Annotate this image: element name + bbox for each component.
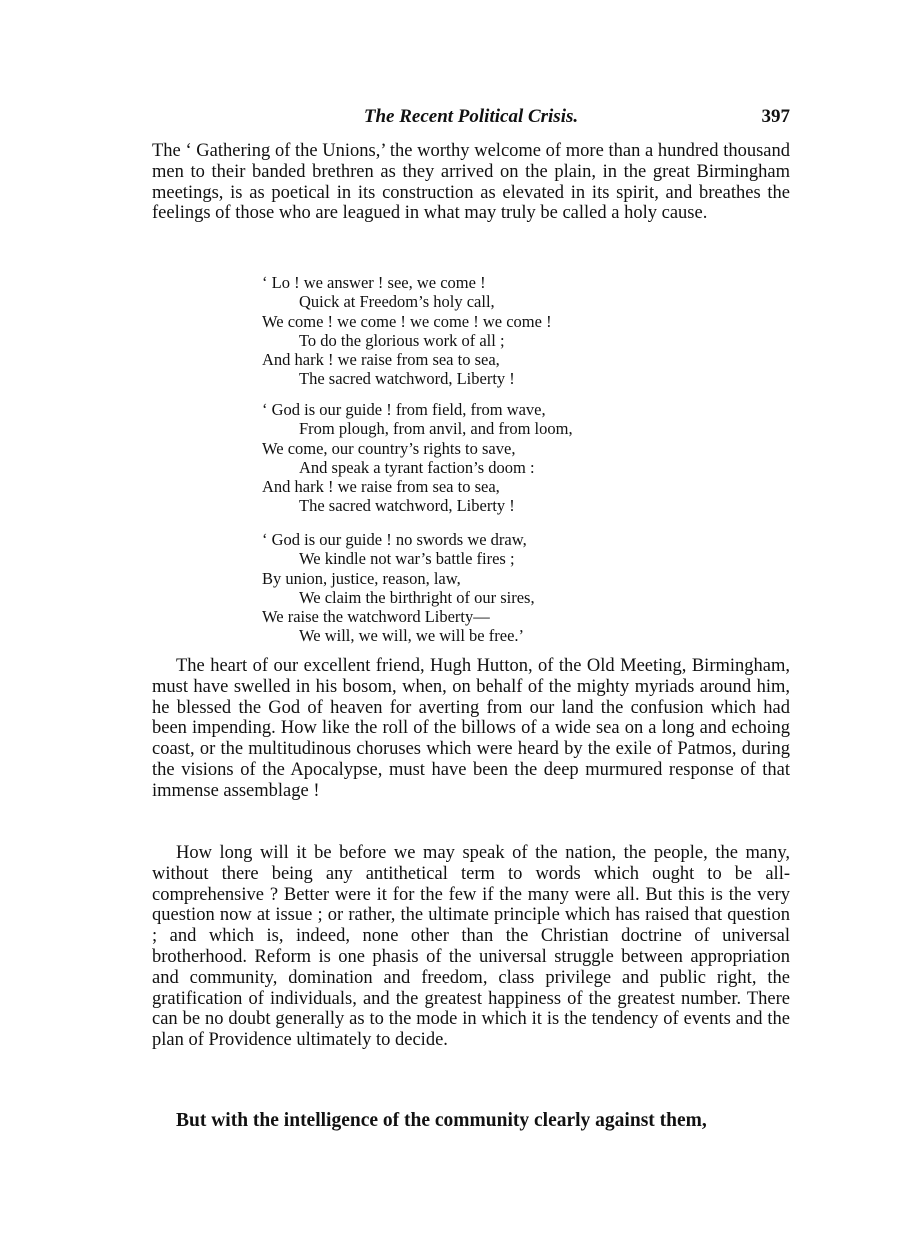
poem-line: We raise the watchword Liberty— [262,607,490,627]
poem-line: To do the glorious work of all ; [299,330,505,350]
body-paragraph-continuation: But with the intelligence of the community clearly against them, [176,1110,707,1131]
body-paragraph-intro: The ‘ Gathering of the Unions,’ the worthy welcome of more than a hundred thousand men to their banded brethren as they arrived on the plain, in the great Birmingham meetings, is as poetical in its construction as elevated in its spirit, and breathes the feelings of those who are leagued in what may truly be called a holy cause. [152,141,790,224]
poem-line: By union, justice, reason, law, [262,568,461,588]
poem-stanza-1 [262,273,682,389]
poem-line: We will, we will, we will be free.’ [299,626,525,646]
poem-line: And hark ! we raise from sea to sea, [262,350,500,370]
poem-line: We claim the birthright of our sires, [299,587,535,607]
poem-line: ‘ Lo ! we answer ! see, we come ! [262,273,486,292]
poem-line: We come ! we come ! we come ! we come ! [262,311,552,331]
page-number: 397 [761,106,790,127]
poem-line: From plough, from anvil, and from loom, [299,419,573,439]
poem-line: We kindle not war’s battle fires ; [299,549,515,569]
poem-stanza-2 [262,400,682,516]
body-paragraph-hutton: The heart of our excellent friend, Hugh Hutton, of the Old Meeting, Birmingham, must have swelled in his bosom, when, on behalf of the mighty myriads around him, he blessed the God of heaven for averting from our land the confusion which had been impending. How like the roll of the billows of a wide sea on a long and echoing coast, or the multitudinous choruses which were heard by the exile of Patmos, during the visions of the Apocalypse, must have been the deep murmured response of that immense assemblage ! [152,656,790,801]
running-title: The Recent Political Crisis. [363,106,579,127]
poem-line: And speak a tyrant faction’s doom : [299,457,535,477]
poem-line: ‘ God is our guide ! from field, from wave, [262,400,546,419]
poem-line: The sacred watchword, Liberty ! [299,496,515,516]
poem-line: The sacred watchword, Liberty ! [299,369,515,389]
poem-line: Quick at Freedom’s holy call, [299,292,495,312]
body-paragraph-nation: How long will it be before we may speak of the nation, the people, the many, without there being any antithetical term to words which ought to be all-comprehensive ? Better were it for the few if the many were all. But this is the very question now at issue ; or rather, the ultimate principle which has raised that question ; and which is, indeed, none other than the Christian doctrine of universal brotherhood. Reform is one phasis of the universal struggle between appropriation and community, domination and freedom, class privilege and public right, the gratification of individuals, and the greatest happiness of the greatest number. There can be no doubt generally as to the mode in which it is the tendency of events and the plan of Providence ultimately to decide. [152,843,790,1051]
poem-line: ‘ God is our guide ! no swords we draw, [262,530,527,549]
poem-stanza-3 [262,530,682,646]
poem-line: We come, our country’s rights to save, [262,438,516,458]
running-head [152,106,790,136]
poem-line: And hark ! we raise from sea to sea, [262,477,500,497]
